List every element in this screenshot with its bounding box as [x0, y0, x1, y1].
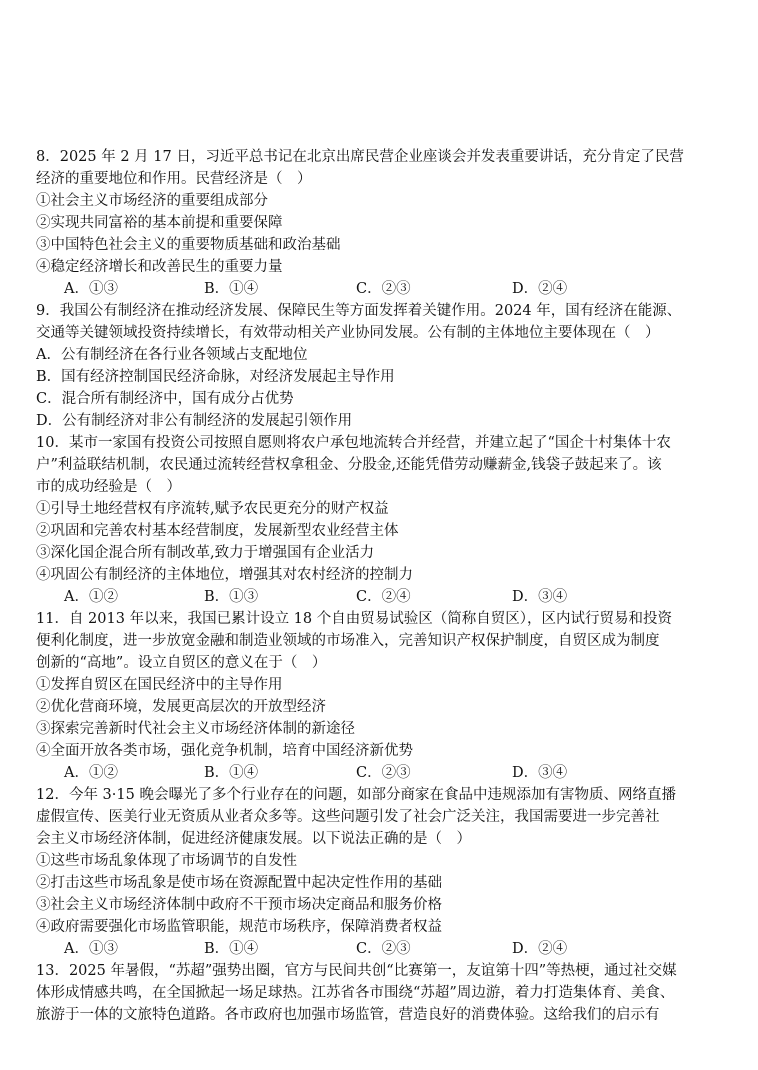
- question-stem-continued: 会主义市场经济体制，促进经济健康发展。以下说法正确的是（ ）: [36, 831, 471, 847]
- question-stem: 13．2025 年暑假，“苏超”强势出圈，官方与民间共创“比赛第一，友谊第十四”等热梗，通过社交媒: [36, 963, 677, 979]
- question-12: [36, 784, 724, 960]
- statement-option[interactable]: ②打击这些市场乱象是使市场在资源配置中起决定性作用的基础: [36, 875, 442, 891]
- question-stem-continued: 创新的“高地”。设立自贸区的意义在于（ ）: [36, 655, 327, 671]
- answer-choice-a[interactable]: A．①③: [64, 941, 118, 957]
- statement-option[interactable]: ②实现共同富裕的基本前提和重要保障: [36, 215, 283, 231]
- statement-option[interactable]: ①发挥自贸区在国民经济中的主导作用: [36, 677, 283, 693]
- question-stem-continued: 市的成功经验是（ ）: [36, 479, 181, 495]
- statement-option[interactable]: ③深化国企混合所有制改革,致力于增强国有企业活力: [36, 545, 375, 561]
- answer-choice-d[interactable]: D．③④: [512, 765, 568, 781]
- question-stem-continued: 旅游于一体的文旅特色道路。各市政府也加强市场监管，营造良好的消费体验。这给我们的启示有: [36, 1007, 660, 1023]
- statement-option[interactable]: ②优化营商环境，发展更高层次的开放型经济: [36, 699, 326, 715]
- answer-choice-c[interactable]: C．②③: [356, 941, 411, 957]
- answer-choice-b[interactable]: B．①③: [204, 589, 259, 605]
- answer-choice-b[interactable]: B．①④: [204, 941, 259, 957]
- question-stem: 10．某市一家国有投资公司按照自愿则将农户承包地流转合并经营，并建立起了“国企十村集体十农: [36, 435, 671, 451]
- question-10: [36, 432, 724, 608]
- statement-option[interactable]: ③中国特色社会主义的重要物质基础和政治基础: [36, 237, 341, 253]
- answer-choices: [36, 762, 724, 784]
- statement-option[interactable]: ③社会主义市场经济体制中政府不干预市场决定商品和服务价格: [36, 897, 442, 913]
- answer-choices: [36, 586, 724, 608]
- question-stem-continued: 便利化制度，进一步放宽金融和制造业领域的市场准入，完善知识产权保护制度，自贸区成为制度: [36, 633, 660, 649]
- answer-choice-a[interactable]: A．①②: [64, 589, 118, 605]
- answer-choice-a[interactable]: A．①③: [64, 281, 118, 297]
- question-stem-continued: 户”利益联结机制，农民通过流转经营权拿租金、分股金,还能凭借劳动赚薪金,钱袋子鼓起来了。该: [36, 457, 662, 473]
- answer-choice-b[interactable]: B．①④: [204, 281, 259, 297]
- answer-choice-d[interactable]: D．②④: [512, 281, 568, 297]
- statement-option[interactable]: ④稳定经济增长和改善民生的重要力量: [36, 259, 283, 275]
- statement-option[interactable]: ④政府需要强化市场监管职能，规范市场秩序，保障消费者权益: [36, 919, 442, 935]
- statement-option[interactable]: ①这些市场乱象体现了市场调节的自发性: [36, 853, 297, 869]
- answer-choice-b[interactable]: B．①④: [204, 765, 259, 781]
- question-list: [36, 146, 724, 1026]
- statement-option[interactable]: ④巩固公有制经济的主体地位，增强其对农村经济的控制力: [36, 567, 413, 583]
- question-stem-continued: 经济的重要地位和作用。民营经济是（ ）: [36, 171, 312, 187]
- statement-option[interactable]: ③探索完善新时代社会主义市场经济体制的新途径: [36, 721, 355, 737]
- question-stem-continued: 虚假宣传、医美行业无资质从业者众多等。这些问题引发了社会广泛关注，我国需要进一步完善社: [36, 809, 660, 825]
- question-stem: 11．自 2013 年以来，我国已累计设立 18 个自由贸易试验区（简称自贸区），区内试行贸易和投资: [36, 611, 672, 627]
- answer-choice-a[interactable]: A．①②: [64, 765, 118, 781]
- statement-option[interactable]: ①社会主义市场经济的重要组成部分: [36, 193, 268, 209]
- question-stem-continued: 体形成情感共鸣，在全国掀起一场足球热。江苏省各市围绕“苏超”周边游，着力打造集体育、美食、: [36, 985, 675, 1001]
- question-9: [36, 300, 724, 432]
- question-stem-continued: 交通等关键领域投资持续增长，有效带动相关产业协同发展。公有制的主体地位主要体现在（ ）: [36, 325, 660, 341]
- answer-choice-d[interactable]: D．③④: [512, 589, 568, 605]
- statement-option[interactable]: ②巩固和完善农村基本经营制度，发展新型农业经营主体: [36, 523, 399, 539]
- statement-option[interactable]: B．国有经济控制国民经济命脉，对经济发展起主导作用: [36, 369, 395, 385]
- statement-option[interactable]: A．公有制经济在各行业各领域占支配地位: [36, 347, 308, 363]
- question-stem: 12．今年 3·15 晚会曝光了多个行业存在的问题，如部分商家在食品中违规添加有害物质、网络直播: [36, 787, 676, 803]
- question-11: [36, 608, 724, 784]
- answer-choice-c[interactable]: C．②④: [356, 589, 411, 605]
- statement-option[interactable]: C．混合所有制经济中，国有成分占优势: [36, 391, 294, 407]
- question-13: [36, 960, 724, 1026]
- question-stem: 9．我国公有制经济在推动经济发展、保障民生等方面发挥着关键作用。2024 年，国有经济在能源、: [36, 303, 682, 319]
- answer-choice-d[interactable]: D．②④: [512, 941, 568, 957]
- question-8: [36, 146, 724, 300]
- statement-option[interactable]: D．公有制经济对非公有制经济的发展起引领作用: [36, 413, 353, 429]
- answer-choices: [36, 278, 724, 300]
- statement-option[interactable]: ④全面开放各类市场，强化竞争机制，培育中国经济新优势: [36, 743, 413, 759]
- statement-option[interactable]: ①引导土地经营权有序流转,赋予农民更充分的财产权益: [36, 501, 389, 517]
- answer-choice-c[interactable]: C．②③: [356, 765, 411, 781]
- answer-choices: [36, 938, 724, 960]
- answer-choice-c[interactable]: C．②③: [356, 281, 411, 297]
- question-stem: 8．2025 年 2 月 17 日，习近平总书记在北京出席民营企业座谈会并发表重要讲话，充分肯定了民营: [36, 149, 684, 165]
